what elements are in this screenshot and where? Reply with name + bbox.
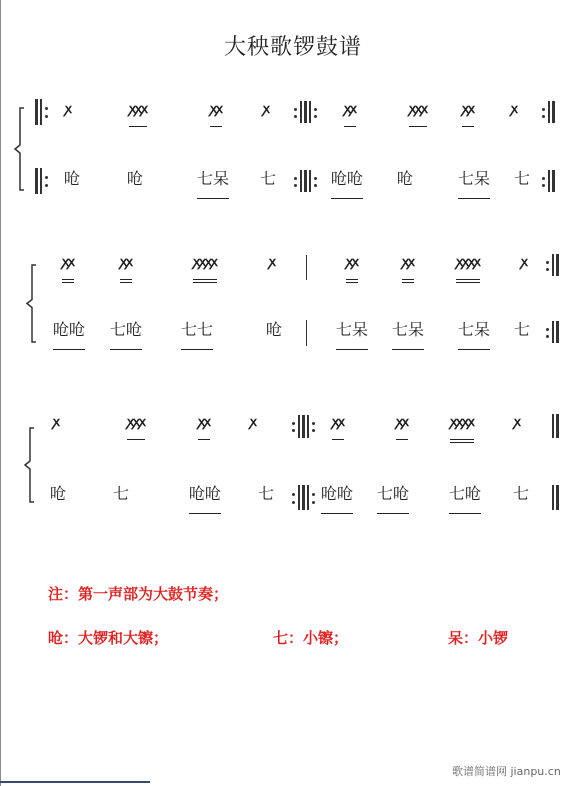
drum-note-text: ꭗ <box>269 255 275 270</box>
gong-note-text: 呛 <box>49 484 67 503</box>
drum-note-text: ꭗꭗ <box>462 102 474 117</box>
repeat-dot <box>546 335 549 338</box>
gong-note-text: 呛呛 <box>320 484 354 503</box>
drum-note-text: ꭗꭗ <box>332 415 344 430</box>
rhythm-underline <box>344 126 356 127</box>
repeat-dot <box>292 501 295 504</box>
repeat-thin <box>307 485 309 510</box>
system-brace <box>24 428 36 502</box>
rhythm-underline <box>458 198 490 199</box>
rhythm-underline <box>456 282 480 283</box>
rhythm-underline <box>321 513 353 514</box>
drum-note-text: ꭗ <box>521 255 527 270</box>
note-line: 注：第一声部为大鼓节奏； <box>48 585 229 603</box>
drum-note-text: ꭗꭗ <box>346 255 358 270</box>
repeat-dot <box>292 493 295 496</box>
repeat-dot <box>294 177 297 180</box>
repeat-dot <box>314 115 317 118</box>
rhythm-underline <box>346 282 358 283</box>
repeat-thin <box>300 101 302 123</box>
rhythm-underline <box>210 126 222 127</box>
repeat-dot <box>542 108 545 111</box>
repeat-dot <box>292 422 295 425</box>
repeat-dot <box>312 493 315 496</box>
repeat-end-thick <box>556 414 559 438</box>
rhythm-underline <box>110 349 142 350</box>
rhythm-underline <box>129 126 147 127</box>
rhythm-underline <box>181 349 213 350</box>
repeat-thin <box>309 170 311 192</box>
repeat-end-thick <box>552 101 555 123</box>
rhythm-underline <box>346 279 358 280</box>
repeat-dot <box>314 108 317 111</box>
gong-note-text: 七 <box>257 484 275 503</box>
drum-note-text: ꭗꭗ <box>396 415 408 430</box>
repeat-end-thin <box>552 414 554 438</box>
drum-note-text: ꭗꭗ <box>62 255 74 270</box>
repeat-dot <box>45 184 48 187</box>
repeat-end-thick <box>556 485 559 510</box>
repeat-dot <box>294 108 297 111</box>
drum-note-text: ꭗ <box>511 102 517 117</box>
gong-note-text: 七 <box>259 169 277 188</box>
gong-note-text: 七 <box>512 484 530 503</box>
gong-note-text: 呛呛 <box>330 169 364 188</box>
gong-note-text: 七呛 <box>109 320 143 339</box>
gong-note-text: 呛 <box>396 169 414 188</box>
rhythm-underline <box>189 513 221 514</box>
drum-note-text: ꭗꭗ <box>402 255 414 270</box>
repeat-dot <box>546 328 549 331</box>
repeat-thin <box>298 485 300 510</box>
repeat-dot <box>314 184 317 187</box>
repeat-end-thin <box>552 485 554 510</box>
repeat-dot <box>292 429 295 432</box>
rhythm-underline <box>197 198 229 199</box>
drum-note-text: ꭗ <box>53 415 59 430</box>
repeat-thick <box>302 415 305 438</box>
repeat-thick <box>304 170 307 192</box>
repeat-dot <box>542 177 545 180</box>
drum-note-text: ꭗꭗ <box>210 102 222 117</box>
rhythm-underline <box>449 513 481 514</box>
repeat-dot <box>45 115 48 118</box>
barline <box>306 320 307 346</box>
repeat-dot <box>542 184 545 187</box>
repeat-thin <box>300 170 302 192</box>
repeat-start-thin <box>40 168 42 194</box>
rhythm-underline <box>456 279 480 280</box>
repeat-end-thin <box>552 254 554 276</box>
drum-note-text: ꭗ <box>514 415 520 430</box>
rhythm-underline <box>193 282 217 283</box>
rhythm-underline <box>53 349 85 350</box>
rhythm-underline <box>392 349 424 350</box>
gong-note-text: 呛 <box>63 169 81 188</box>
drum-note-text: ꭗ <box>65 102 71 117</box>
gong-note-text: 呛呛 <box>188 484 222 503</box>
page-title: 大秧歌锣鼓谱 <box>223 35 362 60</box>
rhythm-underline <box>402 282 414 283</box>
gong-note-text: 七呆 <box>391 320 425 339</box>
gong-note-text: 七呆 <box>196 169 230 188</box>
rhythm-underline <box>450 439 474 440</box>
rhythm-underline <box>193 279 217 280</box>
rhythm-underline <box>402 279 414 280</box>
repeat-start-thick <box>35 99 38 125</box>
repeat-dot <box>294 115 297 118</box>
repeat-start-thick <box>35 168 38 194</box>
page-bottom-marker <box>0 781 150 783</box>
page-left-border <box>0 0 1 786</box>
repeat-dot <box>312 422 315 425</box>
system-brace <box>14 108 26 190</box>
repeat-dot <box>546 261 549 264</box>
repeat-dot <box>294 184 297 187</box>
drum-note-text: ꭗꭗ <box>344 102 356 117</box>
repeat-thick <box>302 485 305 510</box>
drum-note-text: ꭗꭗ <box>120 255 132 270</box>
repeat-dot <box>312 501 315 504</box>
barline <box>306 255 307 280</box>
gong-note-text: 七呆 <box>457 169 491 188</box>
rhythm-underline <box>331 198 363 199</box>
repeat-dot <box>314 177 317 180</box>
rhythm-underline <box>198 439 210 440</box>
drum-note-text: ꭗꭗꭗ <box>129 102 147 117</box>
rhythm-underline <box>396 439 408 440</box>
gong-note-text: 七七 <box>180 320 214 339</box>
rhythm-underline <box>332 439 344 440</box>
repeat-dot <box>45 176 48 179</box>
gong-note-text: 七呛 <box>448 484 482 503</box>
rhythm-underline <box>120 279 132 280</box>
gong-note-text: 七 <box>513 320 531 339</box>
rhythm-underline <box>458 349 490 350</box>
repeat-end-thin <box>548 170 550 192</box>
rhythm-underline <box>62 279 74 280</box>
repeat-thick <box>304 101 307 123</box>
repeat-end-thick <box>556 254 559 276</box>
gong-note-text: 七呛 <box>376 484 410 503</box>
repeat-thin <box>309 101 311 123</box>
repeat-end-thin <box>548 101 550 123</box>
rhythm-underline <box>450 442 474 443</box>
gong-note-text: 呛 <box>265 320 283 339</box>
gong-note-text: 七呆 <box>457 320 491 339</box>
rhythm-underline <box>127 439 145 440</box>
drum-note-text: ꭗꭗꭗ <box>409 102 427 117</box>
repeat-dot <box>312 429 315 432</box>
watermark: 歌谱简谱网 jianpu.cn <box>452 765 561 778</box>
gong-note-text: 呛 <box>126 169 144 188</box>
drum-note-text: ꭗꭗ <box>198 415 210 430</box>
repeat-thin <box>298 415 300 438</box>
rhythm-underline <box>62 282 74 283</box>
drum-note-text: ꭗꭗꭗꭗ <box>456 255 480 270</box>
system-brace <box>26 265 38 342</box>
gong-note-text: 七呆 <box>335 320 369 339</box>
gong-note-text: 七 <box>112 484 130 503</box>
repeat-dot <box>542 115 545 118</box>
rhythm-underline <box>462 126 474 127</box>
repeat-thin <box>307 415 309 438</box>
repeat-start-thin <box>40 99 42 125</box>
drum-note-text: ꭗꭗꭗꭗ <box>450 415 474 430</box>
repeat-dot <box>546 268 549 271</box>
drum-note-text: ꭗꭗꭗ <box>127 415 145 430</box>
drum-note-text: ꭗꭗꭗꭗ <box>193 255 217 270</box>
rhythm-underline <box>377 513 409 514</box>
rhythm-underline <box>120 282 132 283</box>
legend-dai: 呆：小锣 <box>448 629 509 647</box>
repeat-end-thin <box>552 321 554 343</box>
gong-note-text: 七 <box>513 169 531 188</box>
rhythm-underline <box>409 126 427 127</box>
gong-note-text: 呛呛 <box>52 320 86 339</box>
legend-qiang: 呛：大锣和大镲； <box>48 629 169 647</box>
repeat-end-thick <box>552 170 555 192</box>
drum-note-text: ꭗ <box>263 102 269 117</box>
repeat-end-thick <box>556 321 559 343</box>
drum-note-text: ꭗ <box>250 415 256 430</box>
rhythm-underline <box>336 349 368 350</box>
legend-qi: 七：小镲； <box>273 629 349 647</box>
repeat-dot <box>45 107 48 110</box>
